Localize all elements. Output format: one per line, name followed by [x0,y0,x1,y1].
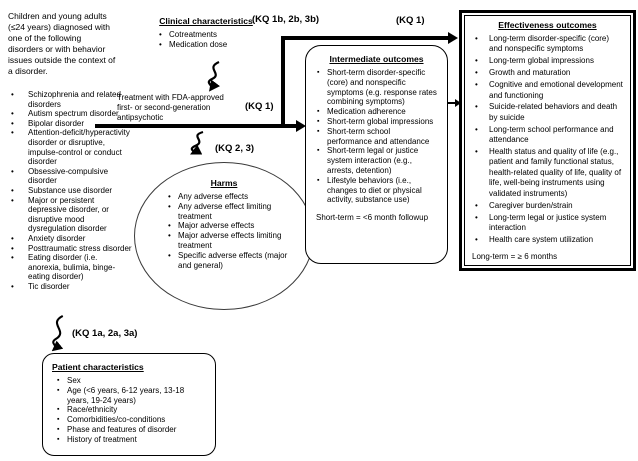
clinical-characteristics-block [150,16,262,50]
list-item: ▪ Comorbidities/co-conditions [56,415,206,425]
kq-label-patient: (KQ 1a, 2a, 3a) [72,328,138,339]
list-item: • Medication dose [158,40,262,50]
intermediate-outcomes-footnote: Short-term = <6 month followup [316,213,429,223]
list-item: • Cognitive and emotional development and functioning [472,80,623,101]
list-item: ▪ Sex [56,376,206,386]
squiggle-arrow-to-patient-characteristics [45,314,71,354]
clinical-characteristics-list [158,30,262,50]
intermediate-outcomes-list [316,68,437,205]
list-item: • Bipolar disorder [8,119,132,129]
effectiveness-outcomes-box-inner [464,15,631,266]
effectiveness-outcomes-list [472,34,623,245]
list-item: • Long-term legal or justice system interaction [472,213,623,234]
list-item: ▪ Medication adherence [316,107,437,117]
patient-characteristics-box [42,353,216,456]
list-item: • Major adverse effects [167,221,291,231]
list-item: • Cotreatments [158,30,262,40]
list-item: • Attention-deficit/hyperactivity disorder or disruptive, impulse-control or conduct disorder [8,128,132,166]
kq-label-clinical: (KQ 1b, 2b, 3b) [252,14,320,25]
list-item: • Health care system utilization [472,235,623,245]
list-item: • Long-term disorder-specific (core) and nonspecific symptoms [472,34,623,55]
list-item: • Specific adverse effects (major and general) [167,251,291,271]
list-item: • Suicide-related behaviors and death by suicide [472,102,623,123]
intermediate-outcomes-box [305,45,448,264]
arrow-line [95,124,296,128]
list-item: • Caregiver burden/strain [472,201,623,211]
effectiveness-outcomes-box [459,10,636,271]
list-item: • Major adverse effects limiting treatment [167,231,291,251]
list-item: ▪ History of treatment [56,435,206,445]
kq-label-harms: (KQ 2, 3) [215,143,255,154]
list-item: ▪ Short-term legal or justice system interaction (e.g., arrests, detention) [316,146,437,175]
arrow-line-vertical [281,36,285,128]
squiggle-arrow-to-harms [184,130,212,157]
list-item: • Health status and quality of life (e.g., patient and family functional status, health-related quality of life, quality of life, well-being instruments using validated instruments) [472,147,623,199]
harms-ellipse [134,162,314,310]
kq-label-effectiveness-arrow: (KQ 1) [396,15,425,26]
list-item: • Eating disorder (i.e. anorexia, bulimia, binge-eating disorder) [8,253,132,282]
list-item: ▪ Race/ethnicity [56,405,206,415]
patient-characteristics-title: Patient characteristics [52,362,144,372]
treatment-text: Treatment with FDA-approved first- or second-generation antipsychotic [117,93,224,122]
intermediate-outcomes-title: Intermediate outcomes [329,54,424,64]
list-item: • Tic disorder [8,282,132,292]
list-item: • Substance use disorder [8,186,132,196]
population-disorder-list [8,90,132,291]
arrow-line-horizontal [281,36,449,40]
clinical-characteristics-title: Clinical characteristics [159,16,253,26]
list-item: • Anxiety disorder [8,234,132,244]
list-item: • Long-term global impressions [472,56,623,66]
kq-label-intermediate-arrow: (KQ 1) [245,101,274,112]
list-item: • Schizophrenia and related disorders [8,90,132,109]
list-item: • Growth and maturation [472,68,623,78]
list-item: • Any adverse effects [167,192,291,202]
patient-characteristics-list [56,376,206,445]
list-item: ▪ Short-term school performance and attendance [316,127,437,147]
list-item: ▪ Age (<6 years, 6-12 years, 13-18 years, 19-24 years) [56,386,206,406]
harms-list [167,192,291,270]
list-item: • Any adverse effect limiting treatment [167,202,291,222]
list-item: ▪ Short-term global impressions [316,117,437,127]
harms-title: Harms [210,178,238,188]
list-item: • Major or persistent depressive disorder, or disruptive mood dysregulation disorder [8,196,132,234]
list-item: ▪ Lifestyle behaviors (i.e., changes to diet or physical activity, substance use) [316,176,437,205]
list-item: ▪ Short-term disorder-specific (core) and nonspecific symptoms (e.g. response rates combining symptoms) [316,68,437,107]
list-item: • Autism spectrum disorder [8,109,132,119]
arrowhead-right-icon [448,32,458,44]
list-item: • Long-term school performance and attendance [472,125,623,146]
list-item: • Posttraumatic stress disorder [8,244,132,254]
list-item: • Obsessive-compulsive disorder [8,167,132,186]
effectiveness-outcomes-title: Effectiveness outcomes [498,20,597,30]
population-description: Children and young adults (≤24 years) diagnosed with one of the following disorders or with behavior issues outside the context of a disorder. [8,11,116,76]
squiggle-arrow-clinical-to-treatment [202,60,228,94]
effectiveness-outcomes-footnote: Long-term = ≥ 6 months [472,252,558,262]
list-item: ▪ Phase and features of disorder [56,425,206,435]
